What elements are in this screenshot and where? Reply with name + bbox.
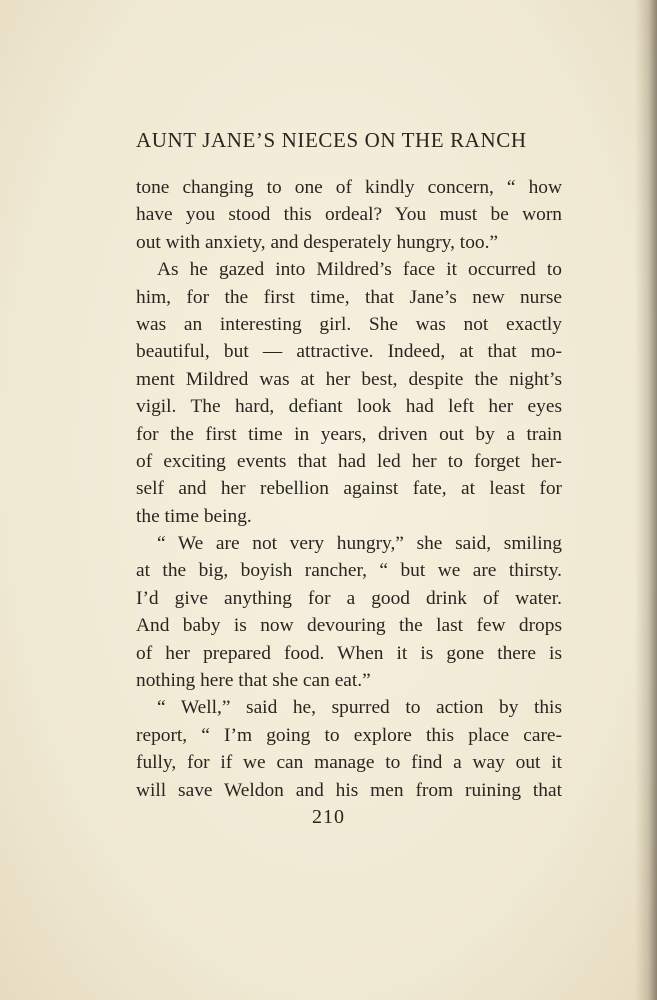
text-line: I’d give anything for a good drink of water. <box>136 587 562 609</box>
text-line: out with anxiety, and desperately hungry, too.” <box>136 231 499 253</box>
page-number: 210 <box>312 806 345 828</box>
running-head: AUNT JANE’S NIECES ON THE RANCH <box>136 128 527 152</box>
text-line: As he gazed into Mildred’s face it occurred to <box>157 259 562 281</box>
text-line: of exciting events that had led her to forget her- <box>136 450 562 472</box>
text-line: self and her rebellion against fate, at least for <box>136 478 562 500</box>
text-line: him, for the first time, that Jane’s new nurse <box>136 286 562 308</box>
body-text <box>136 174 562 804</box>
text-line: have you stood this ordeal? You must be worn <box>136 204 562 226</box>
text-line: ment Mildred was at her best, despite the night’s <box>136 368 562 390</box>
text-line: will save Weldon and his men from ruining that <box>136 779 562 801</box>
text-line: nothing here that she can eat.” <box>136 670 371 692</box>
text-line: vigil. The hard, defiant look had left her eyes <box>136 396 562 418</box>
text-line: for the first time in years, driven out by a train <box>136 423 562 445</box>
text-line: “ Well,” said he, spurred to action by this <box>157 697 562 719</box>
text-line: the time being. <box>136 505 252 527</box>
page-edge-shadow <box>635 0 657 1000</box>
text-line: “ We are not very hungry,” she said, smiling <box>157 533 562 555</box>
text-line: tone changing to one of kindly concern, “ how <box>136 177 562 198</box>
text-line: of her prepared food. When it is gone there is <box>136 642 562 664</box>
text-line: beautiful, but — attractive. Indeed, at that mo- <box>136 341 562 363</box>
text-line: at the big, boyish rancher, “ but we are thirsty. <box>136 560 562 582</box>
text-line: report, “ I’m going to explore this place care- <box>136 724 562 746</box>
text-line: was an interesting girl. She was not exactly <box>136 313 562 335</box>
text-line: And baby is now devouring the last few drops <box>136 615 562 637</box>
text-line: fully, for if we can manage to find a way out it <box>136 752 562 774</box>
